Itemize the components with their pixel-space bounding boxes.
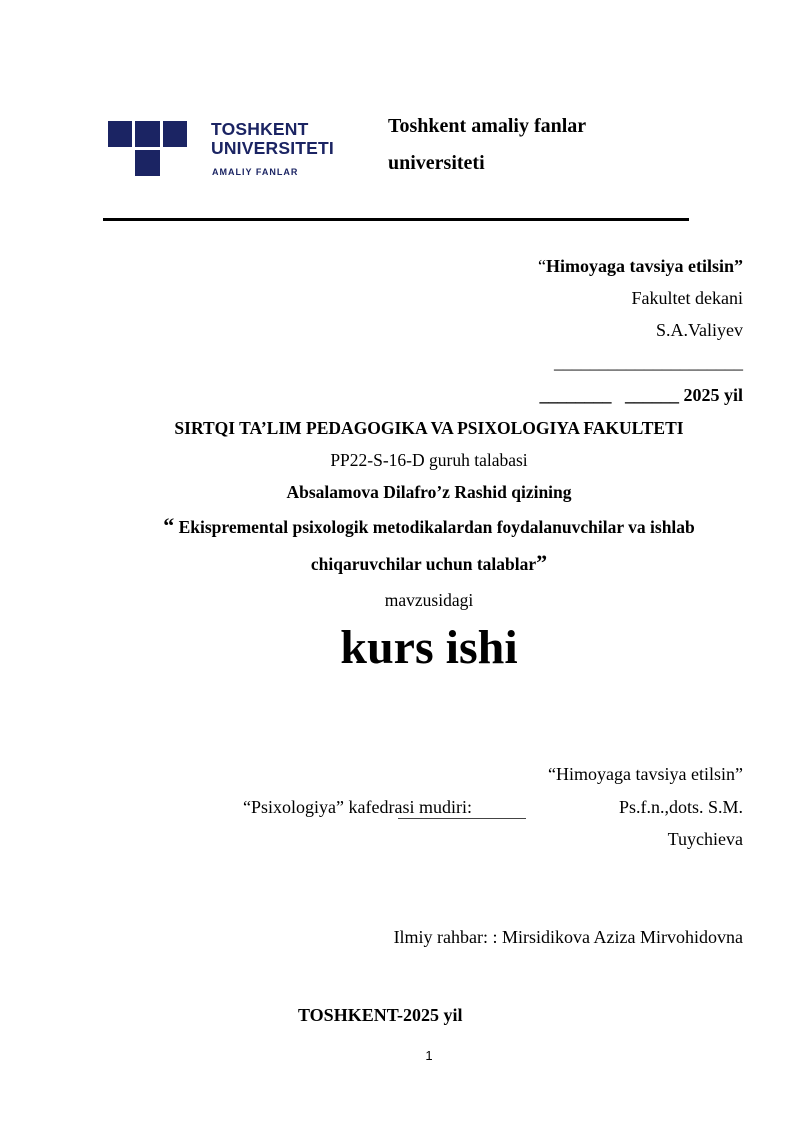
university-name-line2: universiteti	[388, 152, 485, 174]
logo-text-line2: UNIVERSITETI	[211, 138, 334, 158]
university-name-line1: Toshkent amaliy fanlar	[388, 115, 587, 137]
page-number: 1	[425, 1048, 433, 1063]
footer-city-year: TOSHKENT-2025 yil	[298, 1005, 463, 1025]
university-logo	[108, 119, 348, 181]
department-head-name-line1: Ps.f.n.,dots. S.M.	[618, 797, 743, 817]
logo-square-4	[135, 150, 160, 176]
logo-text-line1: TOSHKENT	[211, 119, 309, 139]
student-name: Absalamova Dilafro’z Rashid qizining	[286, 482, 572, 502]
topic-suffix: mavzusidagi	[384, 590, 474, 610]
topic-line1: “ Ekispremental psixologik metodikalardan foydalanuvchilar va ishlab	[163, 513, 695, 538]
approval-name: S.A.Valiyev	[656, 320, 743, 340]
department-head-name-line2: Tuychieva	[667, 829, 743, 849]
approval-date: ________ ______ 2025 yil	[539, 385, 743, 405]
topic-line2: chiqaruvchilar uchun talablar”	[310, 550, 548, 575]
faculty-title: SIRTQI TA’LIM PEDAGOGIKA VA PSIXOLOGIYA FAKULTETI	[174, 418, 684, 438]
logo-text-line3: AMALIY FANLAR	[212, 167, 299, 177]
department-recommendation: “Himoyaga tavsiya etilsin”	[548, 764, 743, 784]
department-label: “Psixologiya” kafedrasi mudiri:	[243, 797, 472, 817]
department-signature-line	[398, 818, 526, 819]
logo-square-1	[108, 121, 132, 147]
approval-signature-line: _____________________	[554, 352, 743, 372]
group-text: PP22-S-16-D guruh talabasi	[330, 450, 528, 470]
logo-square-2	[135, 121, 160, 147]
header-divider	[103, 218, 689, 221]
approval-title: “Himoyaga tavsiya etilsin”	[538, 256, 743, 276]
supervisor-line: Ilmiy rahbar: : Mirsidikova Aziza Mirvohidovna	[393, 927, 743, 947]
approval-role: Fakultet dekani	[631, 288, 743, 308]
document-type: kurs ishi	[340, 621, 518, 674]
logo-square-3	[163, 121, 187, 147]
